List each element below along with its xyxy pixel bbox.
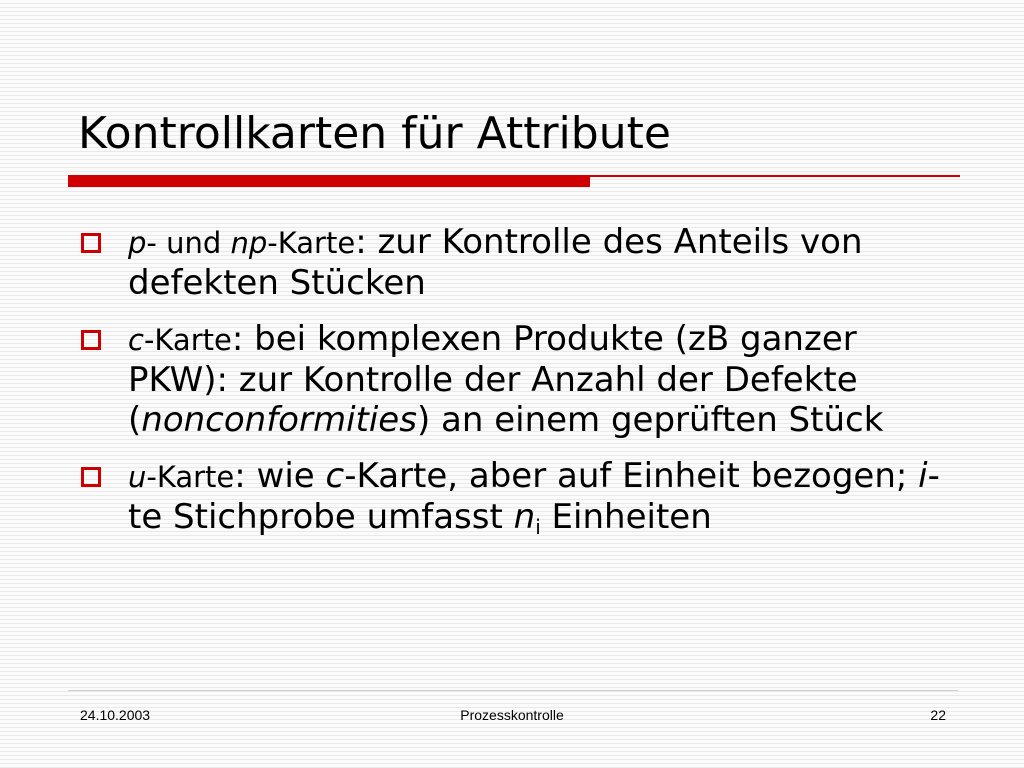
bullet-text: : zur Kontrolle des Anteils von defekten Stücken: [128, 222, 863, 303]
karte-label: -Karte: [146, 460, 235, 494]
term-c-karte: [128, 323, 232, 357]
italic-nonconformities: nonconformities: [141, 400, 417, 440]
italic-u: u: [128, 460, 147, 494]
und-text: - und: [146, 226, 231, 260]
italic-c: c: [128, 323, 144, 357]
subscript-i: i: [535, 515, 541, 539]
footer-divider: [68, 690, 958, 691]
slide-title: Kontrollkarten für Attribute: [78, 108, 671, 159]
karte-label: -Karte: [143, 323, 232, 357]
bullet-list: [78, 222, 958, 563]
bullet-square-icon: [81, 467, 101, 487]
bullet-item-u: [78, 456, 958, 547]
bullet-square-icon: [81, 233, 101, 253]
italic-n: n: [513, 497, 536, 537]
term-p-np-karte: [128, 226, 355, 260]
bullet-text-end: ) an einem geprüften Stück: [416, 400, 884, 440]
bullet-item-c: [78, 319, 958, 440]
bullet-text: : bei komplexen Produkte (zB ganzer PKW): zur Kontrolle der Anzahl der Defekte (: [128, 319, 858, 440]
bullet-text-4: Einheiten: [540, 497, 712, 537]
italic-c: c: [325, 456, 345, 496]
karte-label: -Karte: [267, 226, 356, 260]
footer-title: Prozesskontrolle: [460, 707, 564, 723]
bullet-text: : wie: [234, 456, 326, 496]
italic-i: i: [918, 456, 928, 496]
footer-page-number: 22: [930, 707, 946, 723]
title-underline-thin: [590, 175, 960, 177]
bullet-text-3: -te Stichprobe umfasst: [128, 456, 940, 537]
italic-np: np: [230, 226, 268, 260]
bullet-text-2: -Karte, aber auf Einheit bezogen;: [344, 456, 919, 496]
italic-p: p: [128, 226, 147, 260]
term-u-karte: [128, 460, 234, 494]
bullet-square-icon: [81, 330, 101, 350]
bullet-item-p-np: [78, 222, 958, 303]
footer-date: 24.10.2003: [80, 707, 151, 723]
title-underline-thick: [68, 175, 590, 187]
